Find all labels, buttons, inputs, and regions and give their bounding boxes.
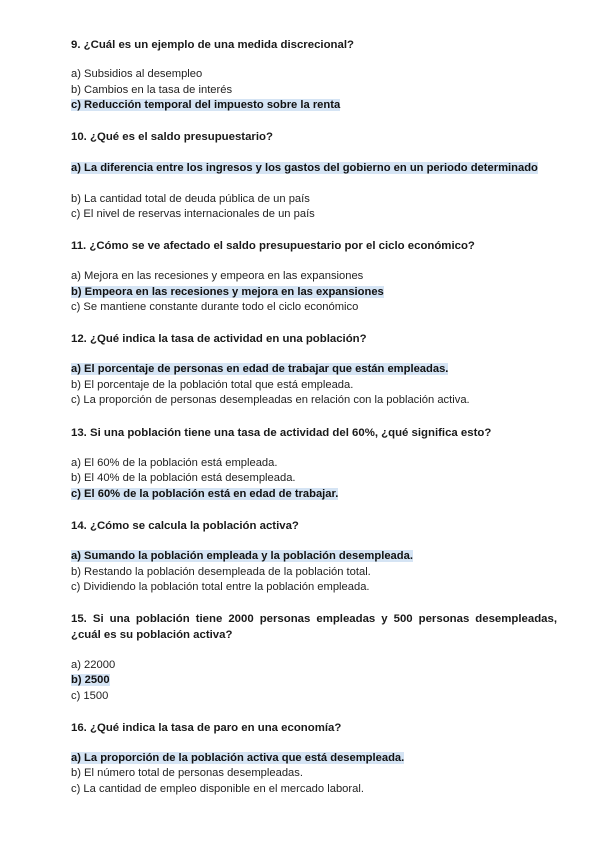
q11-option-b-correct: b) Empeora en las recesiones y mejora en las expansiones <box>71 286 384 298</box>
q12-option-c: c) La proporción de personas desempleadas en relación con la población activa. <box>71 394 470 406</box>
q10-option-c: c) El nivel de reservas internacionales de un país <box>71 208 315 220</box>
q12-option-b: b) El porcentaje de la población total que está empleada. <box>71 379 354 391</box>
q9-option-b: b) Cambios en la tasa de interés <box>71 84 233 96</box>
question-9: 9. ¿Cuál es un ejemplo de una medida discrecional? <box>71 39 354 51</box>
q16-option-a-correct: a) La proporción de la población activa que está desempleada. <box>71 752 405 764</box>
question-16: 16. ¿Qué indica la tasa de paro en una economía? <box>71 722 342 734</box>
q10-option-a-correct: a) La diferencia entre los ingresos y los gastos del gobierno en un periodo determinado <box>71 162 538 174</box>
q14-option-b: b) Restando la población desempleada de la población total. <box>71 566 371 578</box>
q10-option-b: b) La cantidad total de deuda pública de un país <box>71 193 310 205</box>
q14-option-a-correct: a) Sumando la población empleada y la población desempleada. <box>71 550 413 562</box>
q13-option-a: a) El 60% de la población está empleada. <box>71 457 278 469</box>
question-11: 11. ¿Cómo se ve afectado el saldo presupuestario por el ciclo económico? <box>71 240 475 252</box>
q11-option-a: a) Mejora en las recesiones y empeora en las expansiones <box>71 270 364 282</box>
q15-option-c: c) 1500 <box>71 690 109 702</box>
q11-option-c: c) Se mantiene constante durante todo el ciclo económico <box>71 301 359 313</box>
question-15: 15. Si una población tiene 2000 personas empleadas y 500 personas desempleadas, ¿cuál es su población activa? <box>71 613 557 641</box>
q9-option-c-correct: c) Reducción temporal del impuesto sobre la renta <box>71 99 341 111</box>
q14-option-c: c) Dividiendo la población total entre la población empleada. <box>71 581 370 593</box>
q16-option-b: b) El número total de personas desempleadas. <box>71 767 303 779</box>
q12-option-a-correct: a) El porcentaje de personas en edad de trabajar que están empleadas. <box>71 363 449 375</box>
q9-option-a: a) Subsidios al desempleo <box>71 68 203 80</box>
q16-option-c: c) La cantidad de empleo disponible en el mercado laboral. <box>71 783 364 795</box>
q13-option-c-correct: c) El 60% de la población está en edad de trabajar. <box>71 488 339 500</box>
question-13: 13. Si una población tiene una tasa de actividad del 60%, ¿qué significa esto? <box>71 427 492 439</box>
q13-option-b: b) El 40% de la población está desempleada. <box>71 472 296 484</box>
question-14: 14. ¿Cómo se calcula la población activa? <box>71 520 299 532</box>
question-12: 12. ¿Qué indica la tasa de actividad en una población? <box>71 333 367 345</box>
question-10: 10. ¿Qué es el saldo presupuestario? <box>71 131 273 143</box>
q15-option-a: a) 22000 <box>71 659 116 671</box>
q15-option-b-correct: b) 2500 <box>71 674 110 686</box>
